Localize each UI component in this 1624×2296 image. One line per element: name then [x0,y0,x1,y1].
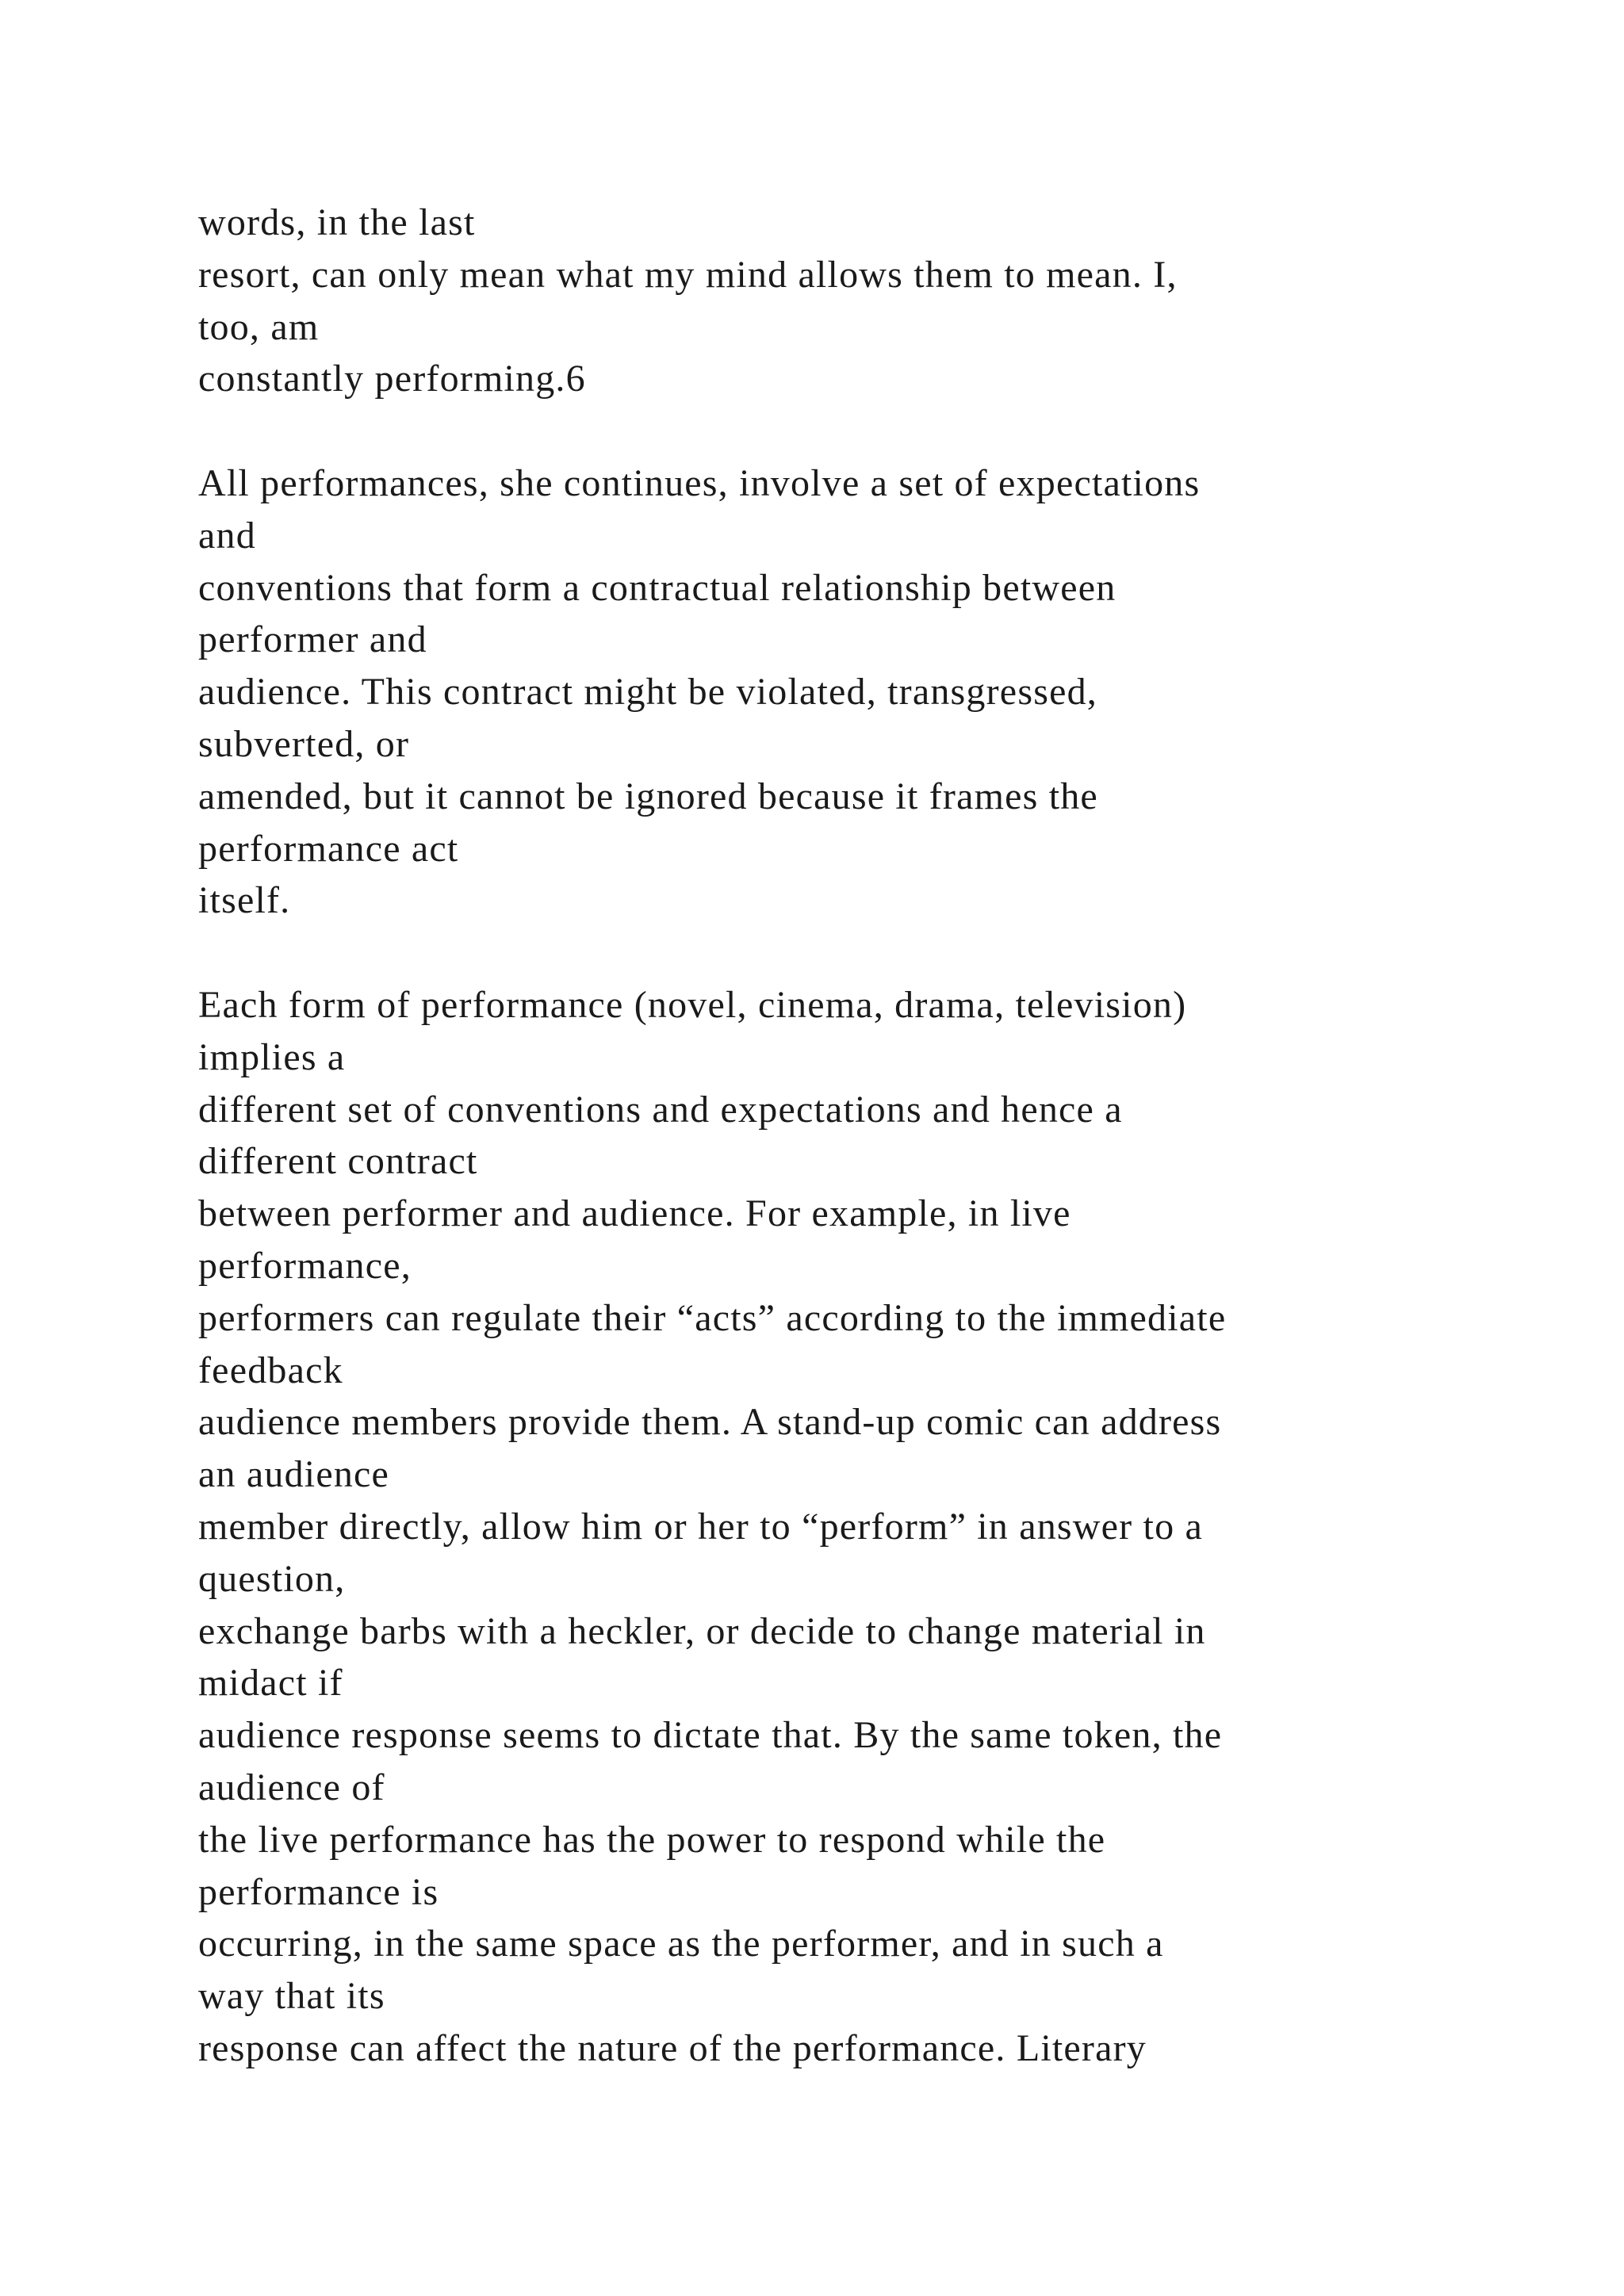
text-line: occurring, in the same space as the performer, and in such a [198,1923,1164,1965]
text-line: implies a [198,1035,346,1078]
paragraph-1 [198,197,1546,405]
text-line: audience. This contract might be violated, transgressed, [198,671,1097,714]
text-line: different contract [198,1140,478,1183]
text-line: way that its [198,1975,385,2018]
text-line: question, [198,1557,346,1600]
text-line: audience of [198,1766,385,1808]
text-line: amended, but it cannot be ignored because it frames the [198,775,1098,817]
text-line: different set of conventions and expectations and hence a [198,1088,1123,1131]
text-line: between performer and audience. For example, in live [198,1192,1071,1235]
text-line: exchange barbs with a heckler, or decide to change material in [198,1609,1206,1652]
document-body [198,197,1546,2075]
text-line: performance is [198,1870,439,1913]
text-line: audience response seems to dictate that. By the same token, the [198,1714,1223,1757]
text-line: performance act [198,827,459,870]
text-line: an audience [198,1453,390,1496]
paragraph-spacer [198,405,1546,457]
text-line: itself. [198,879,291,922]
text-line: the live performance has the power to respond while the [198,1818,1106,1861]
text-line: subverted, or [198,722,410,765]
text-line: words, in the last [198,201,476,243]
text-line: performer and [198,618,427,661]
paragraph-spacer [198,927,1546,979]
text-line: feedback [198,1349,343,1391]
text-line: Each form of performance (novel, cinema, drama, television) [198,983,1187,1026]
text-line: performance, [198,1244,412,1287]
text-line: too, am [198,305,320,348]
text-line: response can affect the nature of the performance. Literary [198,2026,1147,2069]
text-line: performers can regulate their “acts” according to the immediate [198,1296,1227,1339]
text-line: constantly performing.6 [198,358,586,400]
text-line: and [198,514,256,557]
text-line: resort, can only mean what my mind allows them to mean. I, [198,253,1178,296]
text-line: All performances, she continues, involve a set of expectations [198,461,1201,504]
text-line: audience members provide them. A stand-up comic can address [198,1401,1222,1444]
paragraph-2 [198,457,1546,927]
text-line: midact if [198,1662,343,1705]
text-line: member directly, allow him or her to “perform” in answer to a [198,1505,1203,1548]
paragraph-3 [198,979,1546,2075]
text-line: conventions that form a contractual relationship between [198,566,1116,609]
